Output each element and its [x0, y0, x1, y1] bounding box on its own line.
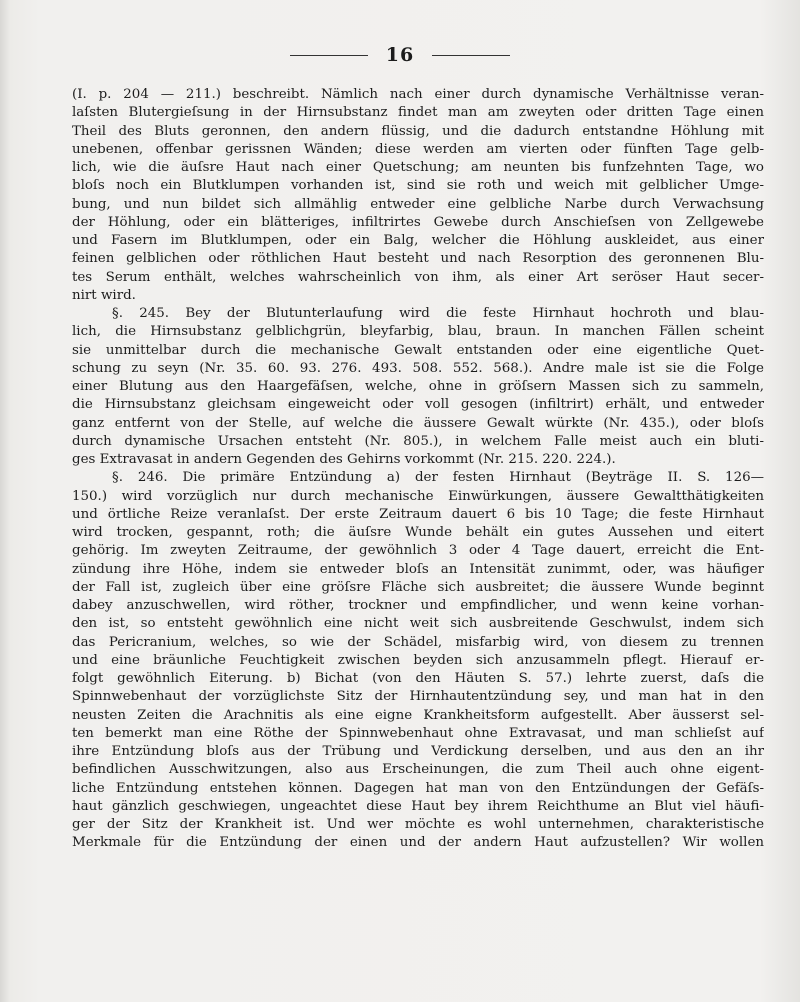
header-rule-right — [432, 55, 510, 56]
text-line: folgt gewöhnlich Eiterung. b) Bichat (von den Häuten S. 57.) lehrte zuerst, daſs die — [72, 671, 764, 686]
text-line: und örtliche Reize veranlaſst. Der erste Zeitraum dauert 6 bis 10 Tage; die feste Hirnhaut — [72, 506, 764, 522]
text-line: (I. p. 204 — 211.) beschreibt. Nämlich nach einer durch dynamische Verhältnisse veran- — [72, 87, 764, 102]
text-line: feinen gelblichen oder röthlichen Haut besteht und nach Resorption des geronnenen Blu- — [72, 251, 764, 267]
text-line: unebenen, offenbar gerissnen Wänden; diese werden am vierten oder fünften Tage gelb- — [72, 141, 764, 157]
text-line: ihre Entzündung bloſs aus der Trübung und Verdickung derselben, und aus den an ihr — [72, 744, 764, 759]
text-line: Spinnwebenhaut der vorzüglichste Sitz der Hirnhautentzündung sey, und man hat in den — [72, 689, 764, 705]
text-line: dabey anzuschwellen, wird röther, trockner und empfindlicher, und wenn keine vorhan- — [72, 598, 764, 613]
text-line: sie unmittelbar durch die mechanische Gewalt entstanden oder eine eigentliche Quet- — [72, 342, 764, 358]
text-line: durch dynamische Ursachen entsteht (Nr. 805.), in welchem Falle meist auch ein bluti- — [72, 433, 764, 449]
text-line: bloſs noch ein Blutklumpen vorhanden ist, sind sie roth und weich mit gelblicher Umge- — [72, 178, 764, 194]
text-line: den ist, so entsteht gewöhnlich eine nicht weit sich ausbreitende Geschwulst, indem sich — [72, 616, 764, 632]
text-line: einer Blutung aus den Haargefäſsen, welche, ohne in gröſsern Massen sich zu sammeln, — [72, 379, 764, 394]
text-line: der Höhlung, oder ein blätteriges, infiltrirtes Gewebe durch Anschieſsen von Zellgewebe — [72, 214, 764, 230]
text-line: lich, wie die äuſsre Haut nach einer Quetschung; am neunten bis funfzehnten Tage, wo — [72, 160, 764, 175]
text-line: Merkmale für die Entzündung der einen und der andern Haut aufzustellen? Wir wollen — [72, 835, 764, 851]
text-line: neusten Zeiten die Arachnitis als eine eigne Krankheitsform aufgestellt. Aber äusserst sel- — [72, 707, 764, 723]
text-line: §. 246. Die primäre Entzündung a) der festen Hirnhaut (Beyträge II. S. 126— — [112, 470, 764, 486]
text-line: liche Entzündung entstehen können. Dagegen hat man von den Entzündungen der Gefäſs- — [72, 780, 764, 796]
header-rule-left — [290, 55, 368, 56]
text-line: 150.) wird vorzüglich nur durch mechanische Einwürkungen, äussere Gewaltthätigkeiten — [72, 488, 764, 504]
text-line: das Pericranium, welches, so wie der Schädel, misfarbig wird, von diesem zu trennen — [72, 634, 764, 650]
text-line: bung, und nun bildet sich allmählig entweder eine gelbliche Narbe durch Verwachsung — [72, 196, 764, 212]
text-line: die Hirnsubstanz gleichsam eingeweicht oder voll gesogen (infiltrirt) erhält, und entweder — [72, 397, 764, 413]
text-line: nirt wird. — [72, 287, 136, 303]
text-line: befindlichen Ausschwitzungen, also aus Erscheinungen, die zum Theil auch ohne eigent- — [72, 762, 764, 778]
text-line: §. 245. Bey der Blutunterlaufung wird die feste Hirnhaut hochroth und blau- — [112, 306, 764, 321]
text-line: tes Serum enthält, welches wahrscheinlich von ihm, als einer Art seröser Haut secer- — [72, 269, 764, 285]
text-line: der Fall ist, zugleich über eine gröſsre Fläche sich ausbreitet; die äussere Wunde beginnt — [72, 579, 764, 595]
text-line: und eine bräunliche Feuchtigkeit zwischen beyden sich anzusammeln pflegt. Hierauf er- — [72, 652, 764, 668]
text-line: laſsten Blutergieſsung in der Hirnsubstanz findet man am zweyten oder dritten Tage einen — [72, 105, 764, 121]
text-line: ganz entfernt von der Stelle, auf welche die äussere Gewalt würkte (Nr. 435.), oder bloſs — [72, 415, 764, 431]
text-line: und Fasern im Blutklumpen, oder ein Balg, welcher die Höhlung auskleidet, aus einer — [72, 233, 764, 248]
page-number: 16 — [385, 44, 415, 66]
text-line: schung zu seyn (Nr. 35. 60. 93. 276. 493. 508. 552. 568.). Andre male ist sie die Folge — [72, 360, 764, 376]
page-body-text — [72, 86, 764, 853]
text-line: ges Extravasat in andern Gegenden des Gehirns vorkommt (Nr. 215. 220. 224.). — [72, 452, 616, 467]
text-line: haut gänzlich geschwiegen, ungeachtet diese Haut bey ihrem Reichthume an Blut viel häufi- — [72, 798, 764, 814]
text-line: ten bemerkt man eine Röthe der Spinnwebenhaut ohne Extravasat, und man schlieſst auf — [72, 725, 764, 741]
page-header — [0, 44, 800, 66]
text-line: Theil des Bluts geronnen, den andern flüssig, und die dadurch entstandne Höhlung mit — [72, 123, 764, 139]
text-line: gehörig. Im zweyten Zeitraume, der gewöhnlich 3 oder 4 Tage dauert, erreicht die Ent- — [72, 543, 764, 559]
text-line: lich, die Hirnsubstanz gelblichgrün, bleyfarbig, blau, braun. In manchen Fällen scheint — [72, 324, 764, 340]
text-line: ger der Sitz der Krankheit ist. Und wer möchte es wohl unternehmen, charakteristische — [72, 817, 764, 832]
text-line: wird trocken, gespannt, roth; die äuſsre Wunde behält ein gutes Aussehen und eitert — [72, 525, 764, 540]
text-line: zündung ihre Höhe, indem sie entweder bloſs an Intensität zunimmt, oder, was häufiger — [72, 561, 764, 577]
